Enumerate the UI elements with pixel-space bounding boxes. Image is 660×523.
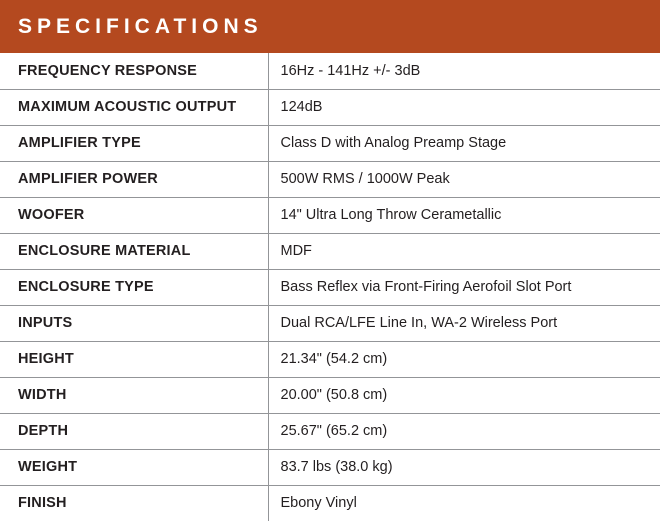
spec-value: 14" Ultra Long Throw Cerametallic xyxy=(268,197,660,233)
specifications-header-row xyxy=(0,0,660,53)
spec-value: 83.7 lbs (38.0 kg) xyxy=(268,449,660,485)
spec-label: WEIGHT xyxy=(0,449,268,485)
page-title: SPECIFICATIONS xyxy=(18,14,263,38)
spec-value: Bass Reflex via Front-Firing Aerofoil Slot Port xyxy=(268,269,660,305)
spec-value: 16Hz - 141Hz +/- 3dB xyxy=(268,53,660,89)
spec-label: INPUTS xyxy=(0,305,268,341)
table-row xyxy=(0,377,660,413)
table-row xyxy=(0,125,660,161)
specifications-rows-body xyxy=(0,53,660,521)
spec-label: ENCLOSURE MATERIAL xyxy=(0,233,268,269)
spec-value: 21.34" (54.2 cm) xyxy=(268,341,660,377)
spec-value: Class D with Analog Preamp Stage xyxy=(268,125,660,161)
spec-label: WOOFER xyxy=(0,197,268,233)
spec-label: DEPTH xyxy=(0,413,268,449)
table-row xyxy=(0,485,660,521)
table-row xyxy=(0,197,660,233)
spec-value: Ebony Vinyl xyxy=(280,495,357,512)
spec-value: MDF xyxy=(268,233,660,269)
table-row xyxy=(0,269,660,305)
spec-value: Dual RCA/LFE Line In, WA-2 Wireless Port xyxy=(268,305,660,341)
table-row xyxy=(0,305,660,341)
spec-value: 20.00" (50.8 cm) xyxy=(268,377,660,413)
table-row xyxy=(0,341,660,377)
spec-label: AMPLIFIER POWER xyxy=(0,161,268,197)
spec-label: HEIGHT xyxy=(0,341,268,377)
spec-label: ENCLOSURE TYPE xyxy=(0,269,268,305)
table-row xyxy=(0,89,660,125)
table-row xyxy=(0,413,660,449)
spec-label: AMPLIFIER TYPE xyxy=(0,125,268,161)
spec-label: FREQUENCY RESPONSE xyxy=(0,53,268,89)
specifications-rows-table xyxy=(0,53,660,521)
table-row xyxy=(0,449,660,485)
spec-value: 500W RMS / 1000W Peak xyxy=(268,161,660,197)
spec-label: FINISH xyxy=(0,485,268,521)
spec-label: WIDTH xyxy=(0,377,268,413)
specifications-table-body xyxy=(0,0,660,53)
specifications-table xyxy=(0,0,660,53)
table-row xyxy=(0,233,660,269)
table-row xyxy=(0,161,660,197)
specifications-header-cell xyxy=(0,0,660,53)
spec-value: 25.67" (65.2 cm) xyxy=(268,413,660,449)
table-row xyxy=(0,53,660,89)
spec-value: 124dB xyxy=(268,89,660,125)
spec-label: MAXIMUM ACOUSTIC OUTPUT xyxy=(0,89,268,125)
